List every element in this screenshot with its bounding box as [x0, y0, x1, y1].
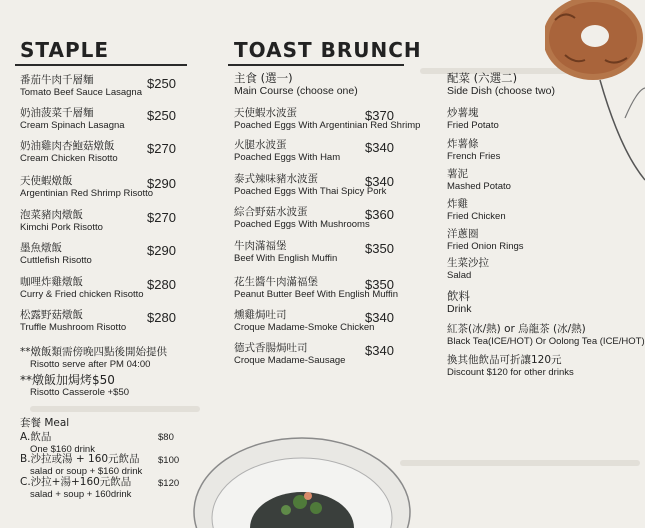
staple-item: 松露野菇燉飯 Truffle Mushroom Risotto — [20, 309, 127, 333]
brunch-item: 天使蝦水波蛋 Poached Eggs With Argentinian Red Shrimp — [234, 107, 421, 131]
brunch-price: $350 — [365, 277, 394, 292]
staple-item: 奶油菠菜千層麵 Cream Spinach Lasagna — [20, 107, 125, 131]
staple-price: $250 — [147, 76, 176, 91]
brunch-price: $370 — [365, 108, 394, 123]
risotto-time-note: **燉飯類需傍晚四點後開始提供 Risotto serve after PM 04:00 — [20, 346, 167, 370]
toast-brunch-rule — [228, 64, 404, 66]
brunch-price: $340 — [365, 140, 394, 155]
staple-heading: STAPLE — [20, 38, 110, 62]
staple-item: 天使蝦燉飯 Argentinian Red Shrimp Risotto — [20, 175, 154, 199]
paper-streak — [400, 460, 640, 466]
side-dish-item: 炸雞 Fried Chicken — [447, 198, 506, 222]
brunch-item: 泰式辣味豬水波蛋 Poached Eggs With Thai Spicy Pork — [234, 173, 387, 197]
drink-option: 紅茶(冰/熱) or 烏龍茶 (冰/熱) Black Tea(ICE/HOT) Or Oolong Tea (ICE/HOT) — [447, 323, 645, 347]
side-dish-title: 配菜 (六選二) Side Dish (choose two) — [447, 71, 555, 97]
brunch-price: $360 — [365, 207, 394, 222]
toast-brunch-heading: TOAST BRUNCH — [234, 38, 422, 62]
staple-price: $280 — [147, 277, 176, 292]
brunch-price: $340 — [365, 343, 394, 358]
staple-rule — [15, 64, 187, 66]
staple-item: 番茄牛肉千層麵 Tomato Beef Sauce Lasagna — [20, 74, 143, 98]
casserole-note: **燉飯加焗烤$50 Risotto Casserole +$50 — [20, 373, 130, 398]
side-dish-item: 炒薯塊 Fried Potato — [447, 107, 499, 131]
staple-price: $270 — [147, 141, 176, 156]
side-dish-item: 炸薯條 French Fries — [447, 138, 501, 162]
staple-item: 墨魚燉飯 Cuttlefish Risotto — [20, 242, 92, 266]
set-meal-price: $100 — [158, 455, 180, 466]
bagel-illustration — [545, 0, 645, 185]
set-meal-price: $120 — [158, 478, 180, 489]
brunch-item: 牛肉滿福堡 Beef With English Muffin — [234, 240, 338, 264]
staple-price: $250 — [147, 108, 176, 123]
staple-item: 咖哩炸雞燉飯 Curry & Fried chicken Risotto — [20, 276, 144, 300]
brunch-item: 綜合野菇水波蛋 Poached Eggs With Mushrooms — [234, 206, 370, 230]
staple-price: $280 — [147, 310, 176, 325]
brunch-price: $340 — [365, 174, 394, 189]
drink-discount: 換其他飲品可折讓120元 Discount $120 for other drinks — [447, 354, 574, 378]
staple-price: $290 — [147, 243, 176, 258]
brunch-price: $350 — [365, 241, 394, 256]
set-meal-option: B.沙拉或湯 + 160元飲品 salad or soup + $160 drink — [20, 453, 143, 477]
set-meal-option: A.飲品 One $160 drink — [20, 431, 95, 455]
staple-item: 奶油雞肉杏鮑菇燉飯 Cream Chicken Risotto — [20, 140, 118, 164]
set-meal-price: $80 — [158, 432, 174, 443]
brunch-item: 火腿水波蛋 Poached Eggs With Ham — [234, 139, 341, 163]
staple-item: 泡菜豬肉燉飯 Kimchi Pork Risotto — [20, 209, 103, 233]
staple-price: $290 — [147, 176, 176, 191]
side-dish-item: 生菜沙拉 Salad — [447, 257, 489, 281]
brunch-item: 花生醬牛肉滿福堡 Peanut Butter Beef With English Muffin — [234, 276, 399, 300]
brunch-item: 德式香腸焗吐司 Croque Madame-Sausage — [234, 342, 346, 366]
set-meal-option: C.沙拉+湯+160元飲品 salad + soup + 160drink — [20, 476, 132, 500]
staple-price: $270 — [147, 210, 176, 225]
main-course-title: 主食 (選一) Main Course (choose one) — [234, 71, 358, 97]
risotto-bowl-illustration — [190, 430, 415, 528]
set-meal-title: 套餐 Meal — [20, 417, 70, 429]
drink-title: 飲料 Drink — [447, 289, 472, 315]
side-dish-item: 洋蔥圈 Fried Onion Rings — [447, 228, 524, 252]
brunch-price: $340 — [365, 310, 394, 325]
paper-streak — [30, 406, 200, 412]
side-dish-item: 薯泥 Mashed Potato — [447, 168, 511, 192]
brunch-item: 燻雞焗吐司 Croque Madame-Smoke Chicken — [234, 309, 375, 333]
